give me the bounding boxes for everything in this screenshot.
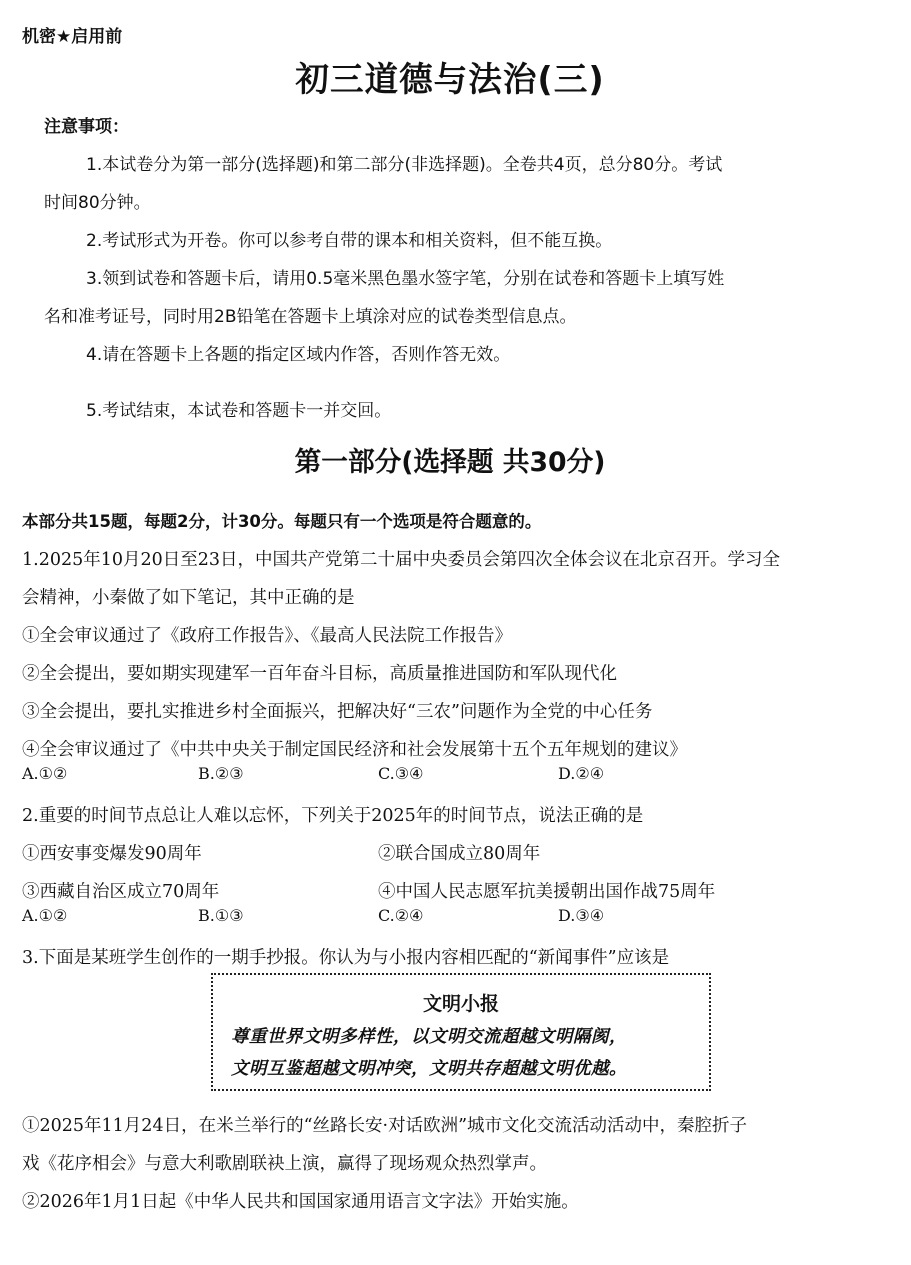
q3-stem: 3.下面是某班学生创作的一期手抄报。你认为与小报内容相匹配的“新闻事件”应该是	[22, 948, 670, 968]
confidential-label: 机密★启用前	[22, 27, 123, 47]
q2-option-c: C.②④	[378, 906, 424, 925]
q2-option-b: B.①③	[198, 906, 244, 925]
q1-statement-1: ①全会审议通过了《政府工作报告》、《最高人民法院工作报告》	[22, 626, 512, 646]
q2-option-d: D.③④	[558, 906, 605, 925]
q2-statement-1: ①西安事变爆发90周年	[22, 844, 202, 864]
q1-statement-4: ④全会审议通过了《中共中央关于制定国民经济和社会发展第十五个五年规划的建议》	[22, 740, 687, 760]
newspaper-line-1: 尊重世界文明多样性，以文明交流超越文明隔阂，	[231, 1027, 627, 1047]
notice-heading: 注意事项：	[44, 117, 129, 137]
newspaper-title: 文明小报	[422, 993, 499, 1015]
q1-option-d: D.②④	[558, 764, 605, 783]
q2-statement-2: ②联合国成立80周年	[378, 844, 541, 864]
q1-stem-line-1: 1.2025年10月20日至23日，中国共产党第二十届中央委员会第四次全体会议在北京召开。学习全	[22, 550, 781, 570]
section-title: 第一部分(选择题 共30分)	[294, 447, 606, 478]
q3-statement-1-line-1: ①2025年11月24日，在米兰举行的“丝路长安·对话欧洲”城市文化交流活动活动中，秦腔折子	[22, 1116, 748, 1136]
notice-item-2: 2.考试形式为开卷。你可以参考自带的课本和相关资料，但不能互换。	[86, 231, 613, 251]
q2-stem: 2.重要的时间节点总让人难以忘怀，下列关于2025年的时间节点，说法正确的是	[22, 806, 644, 826]
handwritten-newspaper-box	[211, 973, 711, 1091]
newspaper-line-2: 文明互鉴超越文明冲突，文明共存超越文明优越。	[231, 1059, 627, 1079]
notice-item-5: 5.考试结束，本试卷和答题卡一并交回。	[86, 401, 392, 421]
q1-option-a: A.①②	[22, 764, 68, 783]
notice-item-3-line-2: 名和准考证号，同时用2B铅笔在答题卡上填涂对应的试卷类型信息点。	[44, 307, 577, 327]
q2-statement-3: ③西藏自治区成立70周年	[22, 882, 220, 902]
q1-statement-3: ③全会提出，要扎实推进乡村全面振兴，把解决好“三农”问题作为全党的中心任务	[22, 702, 653, 722]
q1-statement-2: ②全会提出，要如期实现建军一百年奋斗目标，高质量推进国防和军队现代化	[22, 664, 617, 684]
notice-item-4: 4.请在答题卡上各题的指定区域内作答，否则作答无效。	[86, 345, 511, 365]
q3-statement-1-line-2: 戏《花序相会》与意大利歌剧联袂上演，赢得了现场观众热烈掌声。	[22, 1154, 547, 1174]
notice-item-3-line-1: 3.领到试卷和答题卡后，请用0.5毫米黑色墨水签字笔，分别在试卷和答题卡上填写姓	[86, 269, 725, 289]
q3-statement-2: ②2026年1月1日起《中华人民共和国国家通用语言文字法》开始实施。	[22, 1192, 579, 1212]
q1-option-c: C.③④	[378, 764, 424, 783]
page-title: 初三道德与法治(三)	[295, 60, 605, 100]
q2-option-a: A.①②	[22, 906, 68, 925]
q1-option-b: B.②③	[198, 764, 244, 783]
notice-item-1-line-2: 时间80分钟。	[44, 193, 151, 213]
notice-item-1-line-1: 1.本试卷分为第一部分(选择题)和第二部分(非选择题)。全卷共4页，总分80分。考试	[86, 155, 723, 175]
q1-stem-line-2: 会精神，小秦做了如下笔记，其中正确的是	[22, 588, 355, 608]
section-intro: 本部分共15题，每题2分，计30分。每题只有一个选项是符合题意的。	[22, 512, 542, 531]
q2-statement-4: ④中国人民志愿军抗美援朝出国作战75周年	[378, 882, 716, 902]
